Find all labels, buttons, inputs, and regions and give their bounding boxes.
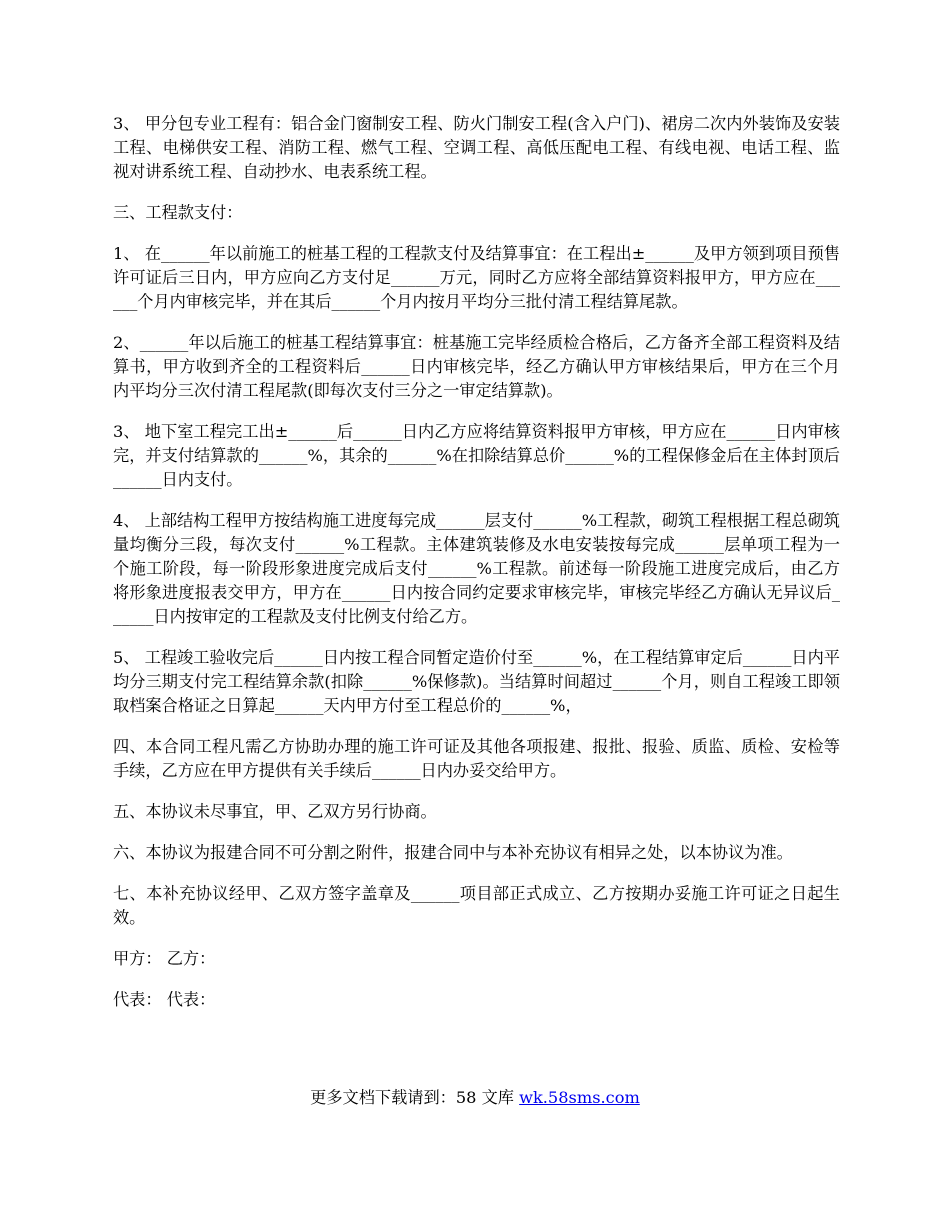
payment-clause-2: 2、______年以后施工的桩基工程结算事宜：桩基施工完毕经质检合格后，乙方备齐全部工程资料及结算书，甲方收到齐全的工程资料后______日内审核完毕，经乙方确认甲方审核结果后，甲方在三个月内平均分三次付清工程尾款(即每次支付三分之一审定结算款)。 [113,333,840,400]
signature-representatives: 代表： 代表： [113,990,216,1009]
section-four-permits: 四、本合同工程凡需乙方协助办理的施工许可证及其他各项报建、报批、报验、质监、质检、安检等手续，乙方应在甲方提供有关手续后______日内办妥交给甲方。 [113,737,840,780]
section-five-matters: 五、本协议未尽事宜，甲、乙双方另行协商。 [113,802,437,821]
download-footer [0,1086,950,1110]
document-body [113,112,840,1029]
signature-parties: 甲方： 乙方： [113,949,216,968]
payment-clause-4: 4、 上部结构工程甲方按结构施工进度每完成______层支付______%工程款，砌筑工程根据工程总砌筑量均衡分三段，每次支付______%工程款。主体建筑装修及水电安装按每完成______层单项工程为一个施工阶段，每一阶段形象进度完成后支付______%工程款。前述每一阶段施工进度完成后，由乙方将形象进度报表交甲方，甲方在______日内按合同约定要求审核完毕，审核完毕经乙方确认无异议后______日内按审定的工程款及支付比例支付给乙方。 [113,511,840,626]
section-heading-payment: 三、工程款支付： [113,203,243,222]
section-six-annex: 六、本协议为报建合同不可分割之附件，报建合同中与本补充协议有相异之处，以本协议为准。 [113,843,793,862]
payment-clause-3: 3、 地下室工程完工出±______后______日内乙方应将结算资料报甲方审核，甲方应在______日内审核完，并支付结算款的______%，其余的______%在扣除结算总价______%的工程保修金后在主体封顶后______日内支付。 [113,422,840,489]
clause-3-subcontract-works: 3、 甲分包专业工程有：铝合金门窗制安工程、防火门制安工程(含入户门)、裙房二次内外装饰及安装工程、电梯供安工程、消防工程、燃气工程、空调工程、高低压配电工程、有线电视、电话工程、监视对讲系统工程、自动抄水、电表系统工程。 [113,114,840,181]
footer-text: 更多文档下载请到：58 文库 [310,1088,520,1107]
payment-clause-5: 5、 工程竣工验收完后______日内按工程合同暂定造价付至______%，在工程结算审定后______日内平均分三期支付完工程结算余款(扣除______%保修款)。当结算时间超过______个月，则自工程竣工即领取档案合格证之日算起______天内甲方付至工程总价的______%， [113,648,840,715]
section-seven-effective: 七、本补充协议经甲、乙双方签字盖章及______项目部正式成立、乙方按期办妥施工许可证之日起生效。 [113,884,840,927]
payment-clause-1: 1、 在______年以前施工的桩基工程的工程款支付及结算事宜：在工程出±______及甲方领到项目预售许可证后三日内，甲方应向乙方支付足______万元，同时乙方应将全部结算资料报甲方，甲方应在______个月内审核完毕，并在其后______个月内按月平均分三批付清工程结算尾款。 [113,244,840,311]
footer-link[interactable]: wk.58sms.com [519,1088,640,1107]
